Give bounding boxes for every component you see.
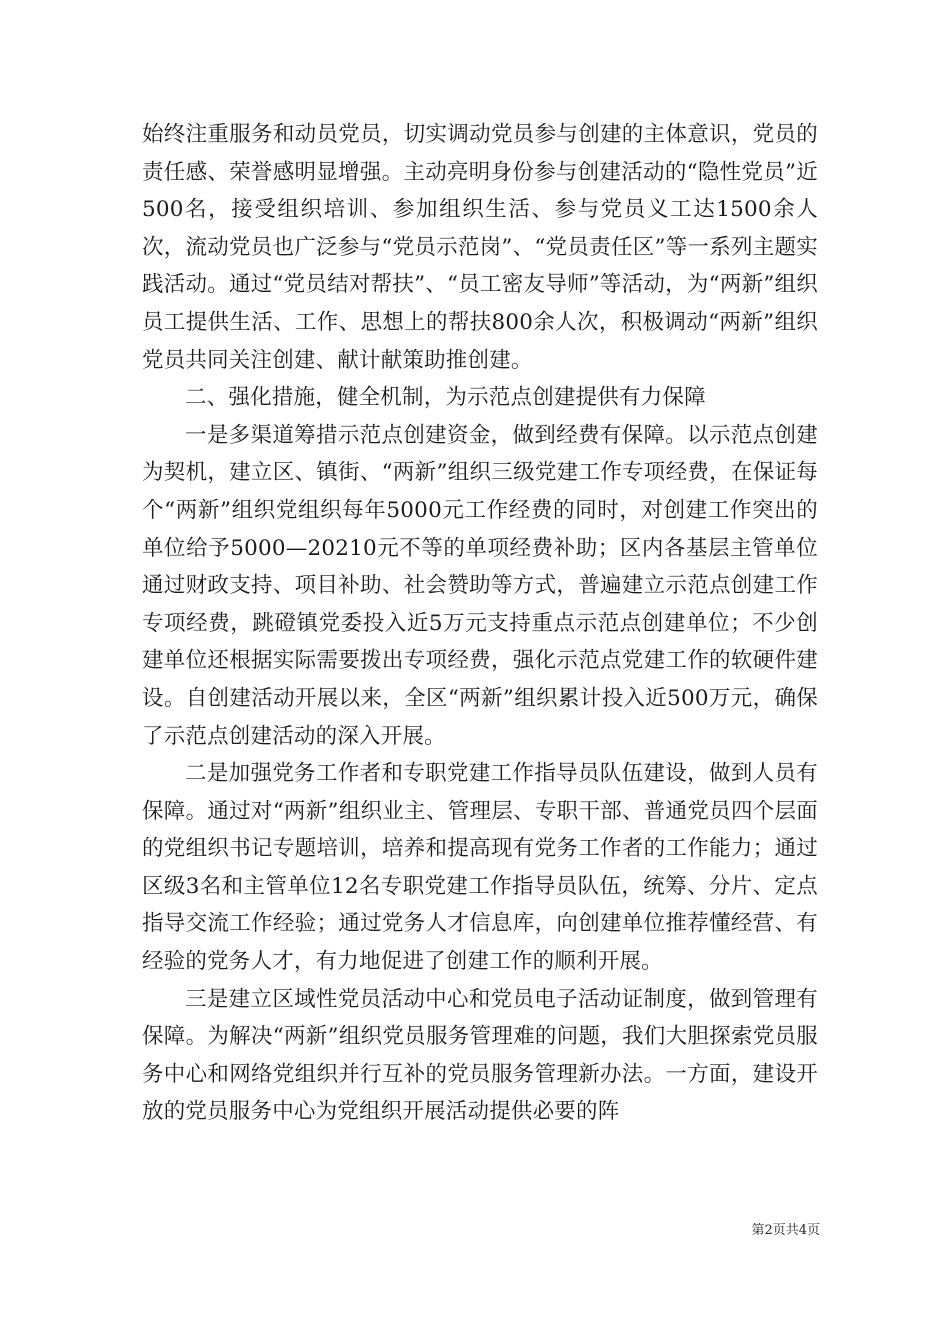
paragraph-personnel-guarantee: 二是加强党务工作者和专职党建工作指导员队伍建设，做到人员有保障。通过对“两新”组织业主、管理层、专职干部、普通党员四个层面的党组织书记专题培训，培养和提高现有党务工作者的工作能力；通过区级3名和主管单位12名专职党建工作指导员队伍，统筹、分片、定点指导交流工作经验；通过党务人才信息库，向创建单位推荐懂经营、有经验的党务人才，有力地促进了创建工作的顺利开展。 [142, 761, 818, 975]
paragraph-party-member-mobilization: 始终注重服务和动员党员，切实调动党员参与创建的主体意识，党员的责任感、荣誉感明显增强。主动亮明身份参与创建活动的“隐性党员”近500名，接受组织培训、参加组织生活、参与党员义工达1500余人次，流动党员也广泛参与“党员示范岗”、“党员责任区”等一系列主题实践活动。通过“党员结对帮扶”、“员工密友导师”等活动，为“两新”组织员工提供生活、工作、思想上的帮扶800余人次，积极调动“两新”组织党员共同关注创建、献计献策助推创建。 [142, 122, 818, 373]
paragraph-management-guarantee: 三是建立区域性党员活动中心和党员电子活动证制度，做到管理有保障。为解决“两新”组织党员服务管理难的问题，我们大胆探索党员服务中心和网络党组织并行互补的党员服务管理新办法。一方面，建设开放的党员服务中心为党组织开展活动提供必要的阵 [142, 986, 818, 1125]
section-heading-strengthen-measures: 二、强化措施，健全机制，为示范点创建提供有力保障 [185, 385, 706, 411]
page-number-footer: 第2页共4页 [751, 1223, 820, 1238]
paragraph-funding-guarantee: 一是多渠道筹措示范点创建资金，做到经费有保障。以示范点创建为契机，建立区、镇街、“两新”组织三级党建工作专项经费，在保证每个“两新”组织党组织每年5000元工作经费的同时，对创建工作突出的单位给予5000—20210元不等的单项经费补助；区内各基层主管单位通过财政支持、项目补助、社会赞助等方式，普遍建立示范点创建工作专项经费，跳磴镇党委投入近5万元支持重点示范点创建单位；不少创建单位还根据实际需要拨出专项经费，强化示范点党建工作的软硬件建设。自创建活动开展以来，全区“两新”组织累计投入近500万元，确保了示范点创建活动的深入开展。 [142, 422, 818, 749]
document-body [142, 116, 818, 1131]
